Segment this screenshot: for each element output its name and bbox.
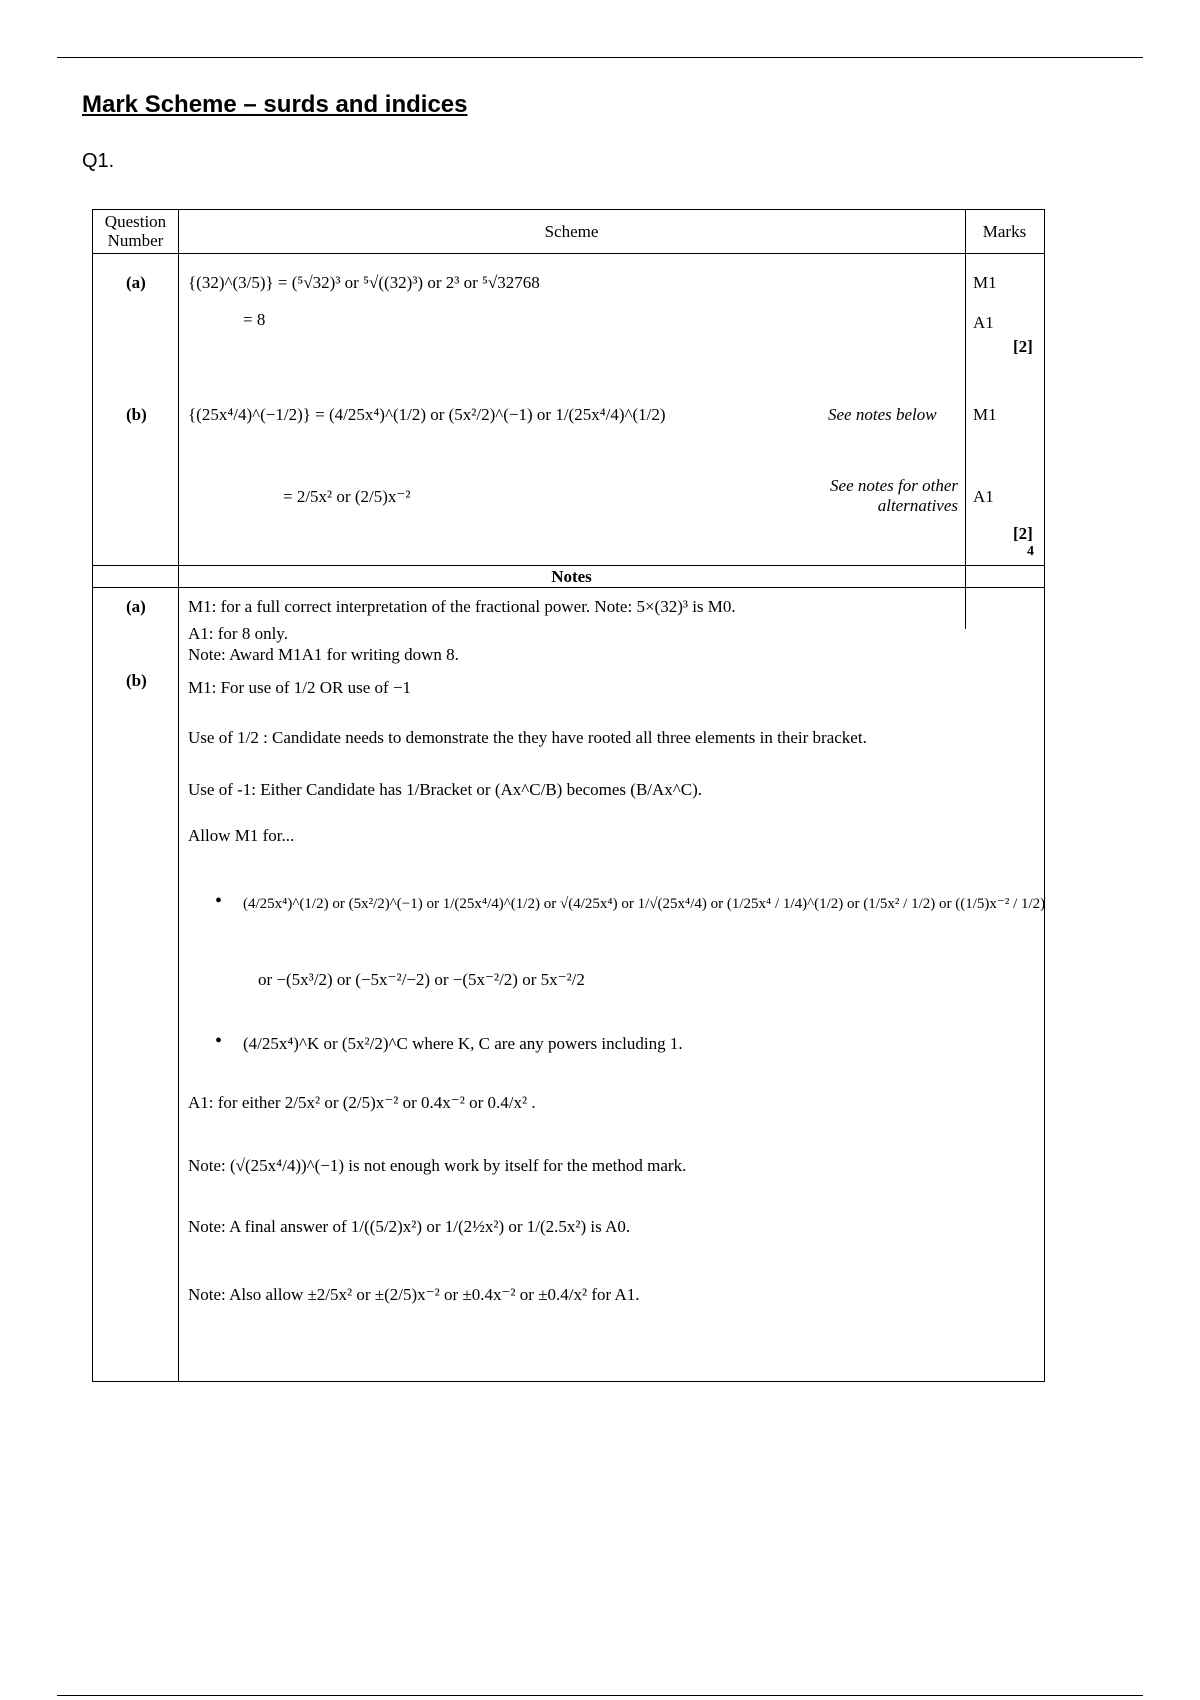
notes-a-m1: M1: for a full correct interpretation of the fractional power. Note: 5×(32)³ is M0. bbox=[188, 597, 736, 616]
part-b-note-2: See notes for other alternatives bbox=[830, 476, 958, 515]
part-a-mark-a1: A1 bbox=[973, 313, 994, 332]
header-notes: Notes bbox=[551, 567, 592, 586]
notes-b-use-half: Use of 1/2 : Candidate needs to demonstrate the they have rooted all three elements in their bracket. bbox=[188, 728, 867, 747]
notes-bullet-2: (4/25x⁴)^K or (5x²/2)^C where K, C are any powers including 1. bbox=[243, 1034, 683, 1053]
mark-scheme-table bbox=[92, 209, 1045, 1382]
column-divider-1 bbox=[178, 210, 179, 1381]
grand-total: 4 bbox=[1027, 544, 1034, 559]
page-title: Mark Scheme – surds and indices bbox=[82, 91, 468, 118]
scheme-bottom-divider bbox=[93, 565, 1044, 566]
notes-b-use-minus-one: Use of -1: Either Candidate has 1/Bracket or (Ax^C/B) becomes (B/Ax^C). bbox=[188, 780, 703, 799]
part-b-mark-m1: M1 bbox=[973, 405, 997, 424]
notes-allow: Allow M1 for... bbox=[188, 826, 295, 845]
part-a-label: (a) bbox=[126, 273, 146, 292]
part-a-answer: = 8 bbox=[243, 310, 266, 329]
header-scheme: Scheme bbox=[544, 222, 599, 241]
header-marks: Marks bbox=[982, 222, 1027, 241]
bottom-rule bbox=[57, 1695, 1143, 1696]
column-divider-2 bbox=[965, 210, 966, 629]
part-b-working: {(25x⁴/4)^(−1/2)} = (4/25x⁴)^(1/2) or (5x²/2)^(−1) or 1/(25x⁴/4)^(1/2) bbox=[188, 405, 666, 424]
top-rule bbox=[57, 57, 1143, 58]
notes-header-divider bbox=[93, 587, 1044, 588]
notes-a-note: Note: Award M1A1 for writing down 8. bbox=[188, 645, 459, 664]
part-a-working: {(32)^(3/5)} = (⁵√32)³ or ⁵√((32)³) or 2³ or ⁵√32768 bbox=[188, 273, 540, 292]
part-b-answer: = 2/5x² or (2/5)x⁻² bbox=[283, 487, 411, 506]
question-number: Q1. bbox=[82, 150, 115, 172]
notes-bullet-1-line-1: (4/25x⁴)^(1/2) or (5x²/2)^(−1) or 1/(25x⁴/4)^(1/2) or √(4/25x⁴) or 1/√(25x⁴/4) or (1/25x⁴ / 1/4)^(1/2) or (1/5x² / 1/2) or ((1/5)x⁻² / 1/2) bbox=[243, 896, 1046, 912]
notes-a-a1: A1: for 8 only. bbox=[188, 624, 288, 643]
part-a-mark-m1: M1 bbox=[973, 273, 997, 292]
bullet-marker-1: • bbox=[215, 890, 223, 912]
bullet-marker-2: • bbox=[215, 1030, 223, 1052]
part-b-label: (b) bbox=[126, 405, 147, 424]
part-a-total: [2] bbox=[1013, 337, 1033, 356]
part-b-note-1: See notes below bbox=[828, 405, 937, 424]
notes-bullet-1-line-2: or −(5x³/2) or (−5x⁻²/−2) or −(5x⁻²/2) or 5x⁻²/2 bbox=[258, 970, 585, 989]
notes-b-label: (b) bbox=[126, 671, 147, 690]
notes-also-allow-note: Note: Also allow ±2/5x² or ±(2/5)x⁻² or ±0.4x⁻² or ±0.4/x² for A1. bbox=[188, 1285, 640, 1304]
part-b-mark-a1: A1 bbox=[973, 487, 994, 506]
notes-b-a1: A1: for either 2/5x² or (2/5)x⁻² or 0.4x⁻² or 0.4/x² . bbox=[188, 1093, 536, 1112]
notes-a-label: (a) bbox=[126, 597, 146, 616]
notes-final-answer-note: Note: A final answer of 1/((5/2)x²) or 1/(2½x²) or 1/(2.5x²) is A0. bbox=[188, 1217, 631, 1236]
header-divider bbox=[93, 253, 1044, 254]
header-question-number: Question Number bbox=[104, 212, 167, 250]
part-b-total: [2] bbox=[1013, 524, 1033, 543]
notes-root-note: Note: (√(25x⁴/4))^(−1) is not enough work by itself for the method mark. bbox=[188, 1156, 687, 1175]
notes-b-m1: M1: For use of 1/2 OR use of −1 bbox=[188, 678, 412, 697]
